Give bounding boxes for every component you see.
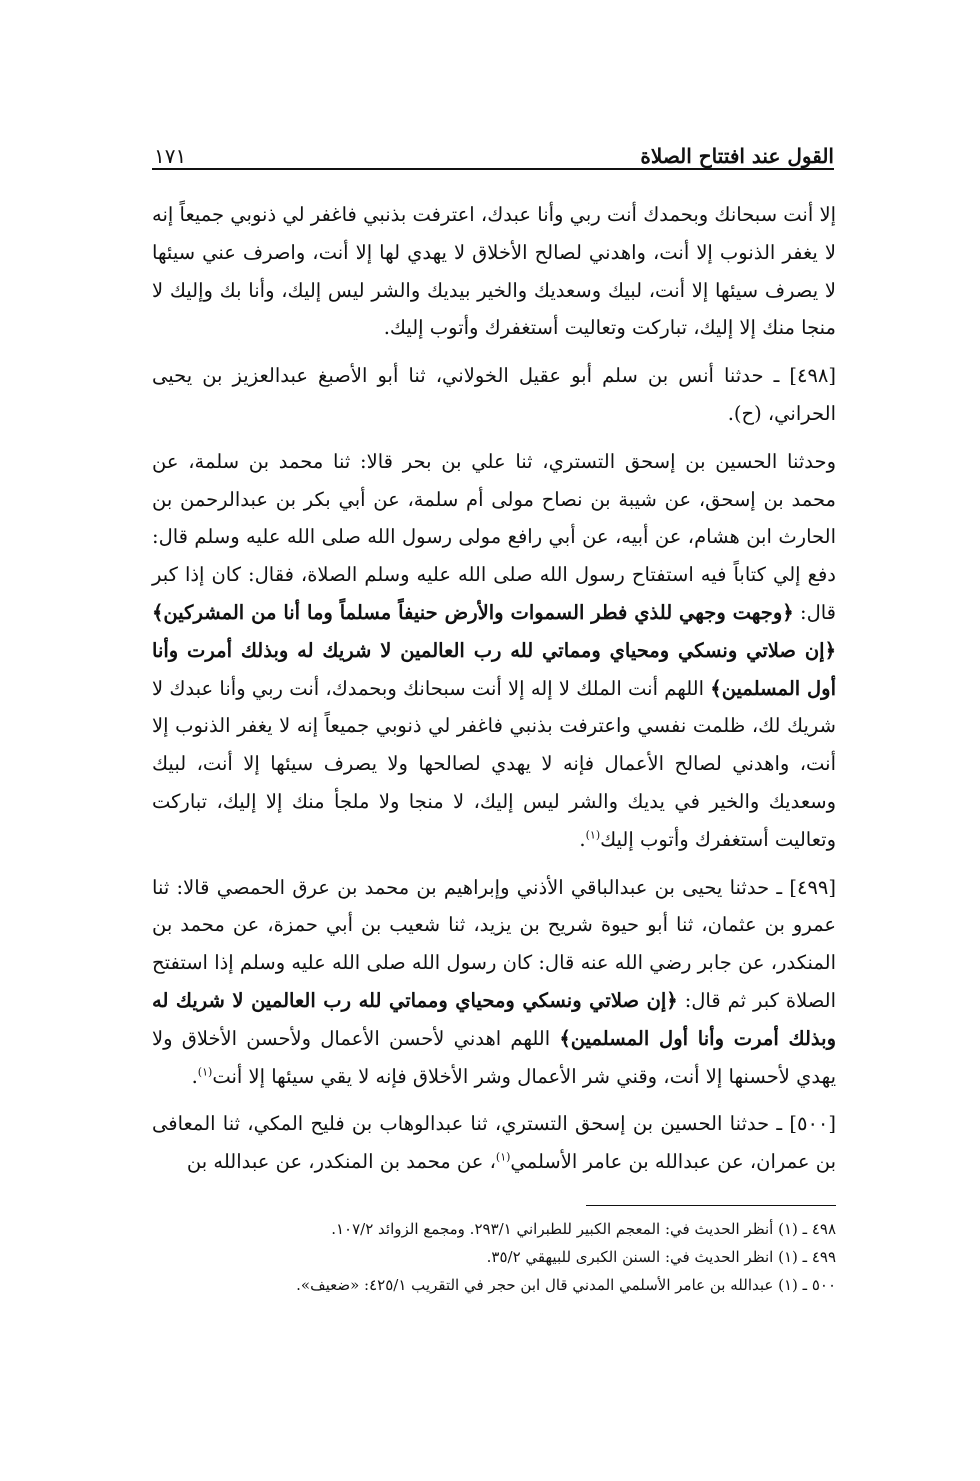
chapter-title: القول عند افتتاح الصلاة <box>640 144 834 168</box>
paragraph-text: إلا أنت سبحانك وبحمدك أنت ربي وأنا عبدك، اعترفت بذنبي فاغفر لي ذنوبي جميعاً إنه لا يغفر الذنوب إلا أنت، واهدني لصالح الأخلاق لا يهدي لها إلا أنت، واصرف عني سيئها لا يصرف سيئها إلا أنت، لبيك وسعديك والخير بيديك والشر ليس إليك، وأنا بك وإليك لا منجا منك إلا إليك، تباركت وتعاليت أستغفرك وأتوب إليك. <box>152 203 836 340</box>
hadith-number: [٤٩٩] <box>789 875 836 899</box>
footnote: ٤٩٨ ـ (١) أنظر الحديث في: المعجم الكبير للطبراني ٢٩٣/١. ومجمع الزوائد ١٠٧/٢. <box>331 1220 836 1238</box>
running-header <box>154 120 834 168</box>
footnote: ٥٠٠ ـ (١) عبدالله بن عامر الأسلمي المدني قال ابن حجر في التقريب ٤٢٥/١: «ضعيف». <box>296 1276 836 1294</box>
header-rule <box>152 168 834 170</box>
hadith-text: ، عن محمد بن المنكدر، عن عبدالله بن <box>186 1150 496 1174</box>
hadith-text: ـ حدثنا أنس بن سلم أبو عقيل الخولاني، ثنا أبو الأصبغ عبدالعزيز بن يحيى الحراني، (ح). <box>152 364 836 425</box>
hadith-text: ـ حدثنا الحسين بن إسحق التستري، ثنا عبدالوهاب بن فليح المكي، ثنا المعافى بن عمران، عن عبدالله بن عامر الأسلمي <box>152 1112 836 1174</box>
page-number: ١٧١ <box>154 144 187 168</box>
hadith-text: ـ حدثنا يحيى بن عبدالباقي الأذني وإبراهيم بن محمد بن عرق الحمصي قالا: ثنا عمرو بن عثمان، ثنا أبو حيوة شريح بن يزيد، ثنا شعيب بن أبي حمزة، عن محمد بن المنكدر، عن جابر رضي الله عنه قال: كان رسول الله صلى الله عليه وسلم إذا استفتح الصلاة كبر ثم قال: <box>152 875 836 1012</box>
hadith-498-chain: وحدثنا الحسين بن إسحق التستري، ثنا علي بن بحر قالا: ثنا محمد بن سلمة، عن محمد بن إسحق، عن شيبة بن نصاح مولى أم سلمة، عن أبي بكر بن عبدالرحمن بن الحارث ابن هشام، عن أبيه، عن أبي رافع مولى رسول الله صلى الله عليه وسلم قال: دفع إلي كتاباً فيه استفتاح رسول الله صلى الله عليه وسلم الصلاة، فقال: كان إذا كبر قال: ﴿وجهت وجهي للذي فطر السموات والأرض حنيفاً مسلماً وما أنا من المشركين﴾ ﴿إن صلاتي ونسكي ومحياي ومماتي لله رب العالمين لا شريك له وبذلك أمرت وأنا أول المسلمين﴾ اللهم أنت الملك لا إله إلا أنت سبحانك وبحمدك، أنت ربي وأنا عبدك لا شريك لك، ظلمت نفسي واعترفت بذنبي فاغفر لي ذنوبي جميعاً إنه لا يغفر الذنوب إلا أنت، واهدني لصالح الأعمال فإنه لا يهدي لصالحها ولا يصرف سيئها إلا أنت، لبيك وسعديك والخير في يديك والشر ليس إليك، لا منجا ولا ملجأ منك إلا إليك، تباركت وتعاليت أستغفرك وأتوب إليك$^{(١)}$. <box>152 449 837 851</box>
hadith-498 <box>152 357 836 433</box>
footnote-rule <box>586 1205 836 1206</box>
hadith-text: اللهم أنت الملك لا إله إلا أنت سبحانك وبحمدك، أنت ربي وأنا عبدك لا شريك لك، ظلمت نفسي واعترفت بذنبي فاغفر لي ذنوبي جميعاً إنه لا يغفر الذنوب إلا أنت، واهدني لصالح الأعمال فإنه لا يهدي لصالحها ولا يصرف سيئها إلا أنت، لبيك وسعديك والخير في يديك والشر ليس إليك، لا منجا ولا ملجأ منك إلا إليك، تباركت وتعاليت أستغفرك وأتوب إليك <box>152 676 836 851</box>
quran-quote: ﴿وجهت وجهي للذي فطر السموات والأرض حنيفاً مسلماً وما أنا من المشركين﴾ ﴿إن صلاتي ونسكي ومحياي ومماتي لله رب العالمين لا شريك له وبذلك أمرت وأنا أول المسلمين﴾ <box>152 600 837 700</box>
hadith-text: وحدثنا الحسين بن إسحق التستري، ثنا علي بن بحر قالا: ثنا محمد بن سلمة، عن محمد بن إسحق، عن شيبة بن نصاح مولى أم سلمة، عن أبي بكر بن عبدالرحمن بن الحارث ابن هشام، عن أبيه، عن أبي رافع مولى رسول الله صلى الله عليه وسلم قال: دفع إلي كتاباً فيه استفتاح رسول الله صلى الله عليه وسلم الصلاة، فقال: كان إذا كبر قال: <box>152 449 836 624</box>
footnote-marker: (١) <box>585 828 601 842</box>
footnotes <box>152 1215 836 1299</box>
footnote: ٤٩٩ ـ (١) انظر الحديث في: السنن الكبرى للبيهقي ٣٥/٢. <box>486 1248 836 1266</box>
hadith-text: اللهم اهدني لأحسن الأعمال ولأحسن الأخلاق ولا يهدي لأحسنها إلا أنت، وقني شر الأعمال وشر الأخلاق فإنه لا يقي سيئها إلا أنت <box>152 1026 836 1088</box>
hadith-number: [٥٠٠] <box>789 1112 836 1136</box>
hadith-500 <box>152 1105 836 1181</box>
footnote-marker: (١) <box>495 1150 511 1164</box>
quran-quote: ﴿إن صلاتي ونسكي ومحياي ومماتي لله رب العالمين لا شريك له وبذلك أمرت وأنا أول المسلمين﴾ <box>152 988 836 1050</box>
paragraph-continuation <box>152 196 836 347</box>
hadith-number: [٤٩٨] <box>789 364 836 388</box>
main-text <box>152 196 836 1191</box>
hadith-499: [٤٩٩] ـ حدثنا يحيى بن عبدالباقي الأذني وإبراهيم بن محمد بن عرق الحمصي قالا: ثنا عمرو بن عثمان، ثنا أبو حيوة شريح بن يزيد، ثنا شعيب بن أبي حمزة، عن محمد بن المنكدر، عن جابر رضي الله عنه قال: كان رسول الله صلى الله عليه وسلم إذا استفتح الصلاة كبر ثم قال: ﴿إن صلاتي ونسكي ومحياي ومماتي لله رب العالمين لا شريك له وبذلك أمرت وأنا أول المسلمين﴾ اللهم اهدني لأحسن الأعمال ولأحسن الأخلاق ولا يهدي لأحسنها إلا أنت، وقني شر الأعمال وشر الأخلاق فإنه لا يقي سيئها إلا أنت$^{(١)}$. <box>152 875 836 1088</box>
footnote-marker: (١) <box>197 1065 213 1079</box>
